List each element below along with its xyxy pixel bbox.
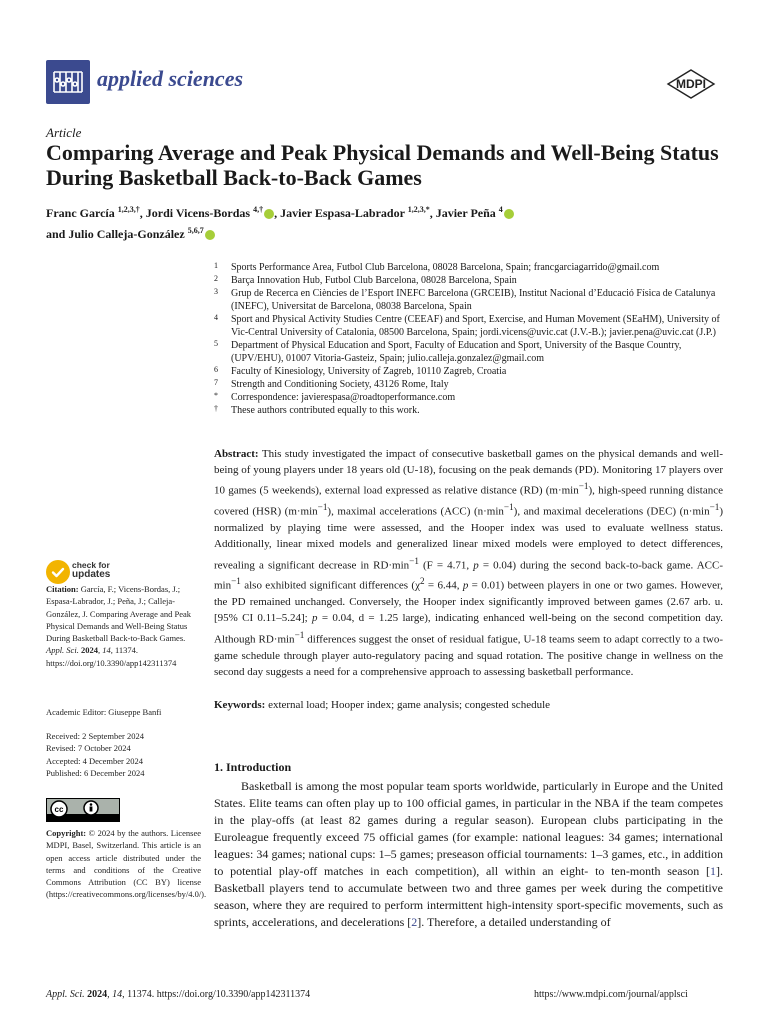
academic-editor: Academic Editor: Giuseppe Banfi: [46, 707, 162, 717]
affiliation-item: 2 Barça Innovation Hub, Futbol Club Barcelona, 08028 Barcelona, Spain: [214, 274, 517, 286]
author[interactable]: Javier Espasa-Labrador $^{1,2,3,*}$: [280, 205, 430, 220]
orcid-icon[interactable]: [264, 209, 274, 219]
paper-title: Comparing Average and Peak Physical Demands and Well-Being Status During Basketball Back-to-Back Games: [46, 140, 719, 190]
journal-logo-icon: [46, 60, 90, 104]
author-list: Franc García $^{1,2,3,\dagger}$, Jordi Vicens-Bordas $^{4,\dagger}$ , Javier Espasa-Labrador $^{1,2,3,*}$, Javier Peña $^4$ and Julio Calleja-González $^{5,6,7}$: [46, 201, 736, 243]
affiliation-item: 1 Sports Performance Area, Futbol Club Barcelona, 08028 Barcelona, Spain; francgarciagarrido@gmail.com: [214, 261, 660, 273]
abstract-label: Abstract:: [214, 448, 259, 460]
author[interactable]: Julio Calleja-González $^{5,6,7}$: [68, 226, 204, 241]
revised-date: Revised: 7 October 2024: [46, 743, 131, 754]
affiliation-item: 4 Sport and Physical Activity Studies Centre (CEEAF) and Sport, Exercise, and Human Movement (SEaHM), University of Vic-Central University of Catalonia, 08500 Barcelona, Spain; jordi.vicens@uvic.cat (J.V.-B.); javier.pena@uvic.cat (J.P.): [214, 313, 720, 338]
introduction-paragraph: Basketball is among the most popular team sports worldwide, particularly in Europe and the United States. Elite teams can often play up to 100 official games, in particular in the NBA if the team competes in the play-offs (at least 82 games during a regular season). European clubs participating in the Euroleague frequently exceed 75 official games (for example: national leagues: 34 games; international leagues: 34 games; national cups: 1–5 games; preseason official tournaments: 1–3 games, etc., in addition to potential play-off matches in each competition), all within an eight- to ten-month season [1]. Basketball players tend to accumulate between two and three games per week during the competitive season, where they are required to perform intermittent high-intensity sport-specific movements, such as sprints, accelerations, and decelerations [2]. Therefore, a detailed understanding of: [214, 779, 723, 929]
affiliations: [214, 261, 724, 417]
author[interactable]: Jordi Vicens-Bordas $^{4,\dagger}$: [145, 205, 264, 220]
affiliation-item: * Correspondence: javierespasa@roadtoperformance.com: [214, 391, 456, 403]
publisher-name: MDPI: [676, 77, 706, 91]
accepted-date: Accepted: 4 December 2024: [46, 755, 143, 766]
footer-citation: Appl. Sci. 2024, 14, 11374. https://doi.org/10.3390/app142311374: [46, 989, 311, 1000]
author[interactable]: Javier Peña $^4$: [435, 205, 503, 220]
affiliation-item: † These authors contributed equally to this work.: [214, 404, 420, 416]
published-date: Published: 6 December 2024: [46, 767, 145, 778]
section-title: 1. Introduction: [214, 760, 292, 774]
copyright-notice: Copyright: © 2024 by the authors. Licensee MDPI, Basel, Switzerland. This article is an open access article distributed under the terms and conditions of the Creative Commons Attribution (CC BY) license (https://creativecommons.org/licenses/by/4.0/).: [46, 828, 207, 900]
abstract: Abstract: This study investigated the impact of consecutive basketball games on the physical demands and well-being of young players under 18 years old (U-18), focusing on the peak demands (PD). Monitoring 17 players over 10 games (5 weekends), external load expressed as relative distance (RD) $(m\cdot\min^{-1})$, high-speed running distance covered (HSR) $(m\cdot\min^{-1})$, maximal accelerations (ACC) $(n\cdot\min^{-1})$, and maximal decelerations (DEC) $(n\cdot\min^{-1})$ normalized by playing time were assessed, and the Hooper index was used to evaluate wellness status. Additionally, linear mixed models and generalized linear mixed models were employed to detect differences, revealing a significant decrease in $RD\cdot\min^{-1}$ (F = 4.71, p = 0.04) during the second back-to-back game. ACC-$\min^{-1}$ also exhibited significant differences ($\chi^2 = 6.44$, p = 0.01) between players in one or two games. However, the PD remained unchanged. Conversely, the Hooper index significantly improved between games (2.67 arb. u. [95% CI 0.11–5.24]; p = 0.04, d = 1.25 large), indicating enhanced well-being on the second competition day. Although $RD\cdot\min^{-1}$ differences suggest the onset of residual fatigue, U-18 teams seem to adapt correctly to a two-game schedule through player auto-regulatory pacing and squad rotation. The positive change in wellness on the second day suggests a need for a comprehensive approach to assessing basketball performance.: [214, 448, 723, 678]
cc-by-license-icon[interactable]: [46, 798, 120, 822]
author[interactable]: Franc García $^{1,2,3,\dagger}$: [46, 205, 140, 220]
journal-logo: [46, 60, 90, 104]
mdpi-logo: [664, 68, 718, 100]
reference-link[interactable]: 1: [710, 864, 716, 878]
received-date: Received: 2 September 2024: [46, 731, 144, 741]
orcid-icon[interactable]: [504, 209, 514, 219]
reference-link[interactable]: 2: [411, 915, 418, 929]
orcid-icon[interactable]: [205, 230, 215, 240]
affiliation-item: 5 Department of Physical Education and Sport, Faculty of Education and Sport, University of the Basque Country, (UPV/EHU), 01007 Vitoria-Gasteiz, Spain; julio.calleja.gonzalez@gmail.com: [214, 339, 682, 364]
mdpi-logo-icon: [664, 68, 718, 100]
check-for-updates-button[interactable]: check for updates: [72, 560, 111, 580]
affiliation-item: 7 Strength and Conditioning Society, 43126 Rome, Italy: [214, 378, 449, 390]
keywords: Keywords: external load; Hooper index; game analysis; congested schedule: [214, 699, 551, 711]
publication-dates: [46, 730, 201, 779]
affiliation-item: 6 Faculty of Kinesiology, University of Zagreb, 10110 Zagreb, Croatia: [214, 365, 507, 377]
article-type: Article: [46, 125, 82, 140]
journal-name: applied sciences: [97, 66, 244, 91]
footer-journal-url[interactable]: https://www.mdpi.com/journal/applsci: [534, 989, 688, 1000]
citation: Citation: García, F.; Vicens-Bordas, J.; Espasa-Labrador, J.; Peña, J.; Calleja-González, J. Comparing Average and Peak Physical Demands and Well-Being Status During Basketball Back-to-Back Games. Appl. Sci. 2024, 14, 11374. https://doi.org/10.3390/app142311374: [46, 584, 192, 668]
svg-text:cc: cc: [54, 805, 64, 814]
affiliation-item: 3 Grup de Recerca en Ciències de l’Esport INEFC Barcelona (GRCEIB), Institut Nacional d’Educació Física de Catalunya (INEFC), Universitat de Barcelona, 08038 Barcelona, Spain: [214, 287, 716, 312]
check-for-updates-icon[interactable]: [46, 560, 70, 584]
